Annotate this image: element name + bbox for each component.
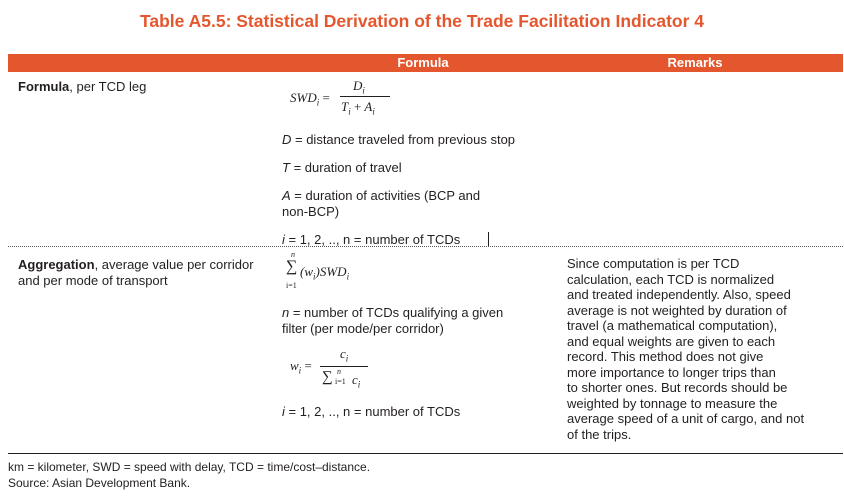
remarks-line: weighted by tonnage to measure the [567, 395, 778, 411]
def-n-text-1: = number of TCDs qualifying a given [289, 305, 504, 320]
swd-num-symbol: D [353, 78, 363, 93]
swd-den-a-sub: i [372, 106, 375, 117]
def-t-var: T [282, 160, 290, 175]
row1-label-rest: , per TCD leg [69, 79, 147, 94]
weight-num-sub: i [345, 353, 349, 364]
remarks-line: more importance to longer trips than [567, 364, 776, 380]
row1-label-bold: Formula [18, 79, 70, 94]
table-header [8, 54, 843, 72]
swd-lhs-sub: i [316, 97, 320, 108]
def-a-var: A [282, 188, 291, 203]
def-d [282, 132, 515, 148]
weight-den-lower: i=1 [335, 377, 346, 386]
remarks-line: average is not weighted by duration of [567, 302, 787, 318]
weight-den-c-sub: i [357, 379, 361, 390]
swd-equals: = [322, 90, 330, 105]
remarks-text [567, 256, 837, 442]
weight-lhs-symbol: w [290, 358, 299, 373]
row2-label-rest-2: and per mode of transport [18, 272, 168, 288]
row1-label [18, 79, 146, 95]
def-d-var: D [282, 132, 292, 147]
sum-body-w-sub: i [313, 271, 316, 282]
abbrev-note: km = kilometer, SWD = speed with delay, TCD = time/cost–distance. [8, 460, 371, 474]
def-a-text-2: non-BCP) [282, 203, 340, 219]
def-t [282, 160, 402, 176]
remarks-line: of the trips. [567, 426, 632, 442]
swd-lhs [290, 90, 330, 108]
weight-den-c-symbol: c [352, 372, 358, 387]
remarks-line: calculation, each TCD is normalized [567, 271, 775, 287]
row2-label-rest-1: , average value per corridor [94, 257, 254, 272]
def-n-text-2: filter (per mode/per corridor) [282, 320, 444, 336]
header-remarks: Remarks [667, 55, 723, 70]
weight-equals: = [304, 358, 312, 373]
swd-den-a: A [364, 99, 373, 114]
swd-den-plus: + [354, 99, 362, 114]
weight-numerator [340, 346, 348, 364]
row2-label-bold: Aggregation [18, 257, 95, 272]
weight-lhs-sub: i [298, 365, 302, 376]
row-separator [8, 246, 843, 247]
remarks-line: Since computation is per TCD [567, 256, 740, 271]
table-title: Table A5.5: Statistical Derivation of the Trade Facilitation Indicator 4 [139, 11, 705, 31]
sum-body-swd: )SWD [315, 264, 347, 279]
def-i2-var: i [282, 404, 285, 419]
def-d-text: = distance traveled from previous stop [291, 132, 516, 147]
def-n-var: n [282, 305, 290, 320]
table-bottom-rule [8, 453, 843, 454]
def-i-row2 [282, 404, 460, 420]
remarks-line: average speed of a unit of cargo, and not [567, 411, 805, 426]
weight-fraction-bar [320, 366, 368, 367]
source-note: Source: Asian Development Bank. [8, 476, 191, 490]
remarks-line: and equal weights are given to each [567, 333, 776, 349]
weight-num-c: c [340, 346, 346, 361]
sum-body [300, 264, 349, 282]
sum-sigma: ∑ [286, 258, 298, 275]
sum-body-w: (w [300, 264, 313, 279]
def-i-var: i [282, 232, 285, 247]
remarks-line: record. This method does not give [567, 349, 764, 364]
def-t-text: = duration of travel [289, 160, 402, 175]
swd-den-t: T [341, 99, 349, 114]
remarks-line: and treated independently. Also, speed [567, 287, 791, 302]
weight-den-upper: n [337, 367, 341, 376]
swd-den-t-sub: i [348, 106, 351, 117]
swd-fraction-bar [340, 96, 390, 97]
swd-num-sub: i [362, 85, 365, 96]
sum-upper: n [291, 250, 295, 259]
swd-denominator [341, 99, 375, 117]
weight-den-c [352, 372, 360, 390]
sum-lower: i=1 [286, 281, 297, 290]
row2-label [18, 257, 254, 288]
remarks-line: travel (a mathematical computation), [567, 318, 778, 333]
def-n [282, 305, 503, 336]
text-cursor [488, 232, 489, 246]
sum-body-swd-sub: i [346, 271, 350, 282]
weight-den-sigma: ∑ [322, 369, 333, 385]
weight-lhs [290, 358, 312, 376]
def-a-text-1: = duration of activities (BCP and [290, 188, 481, 203]
def-a [282, 188, 480, 219]
swd-lhs-symbol: SWD [290, 90, 317, 105]
def-i-text: = 1, 2, .., n = number of TCDs [284, 232, 461, 247]
swd-numerator [353, 78, 365, 96]
remarks-line: to shorter ones. But records should be [567, 380, 788, 395]
def-i2-text: = 1, 2, .., n = number of TCDs [284, 404, 461, 419]
header-formula: Formula [397, 55, 449, 70]
